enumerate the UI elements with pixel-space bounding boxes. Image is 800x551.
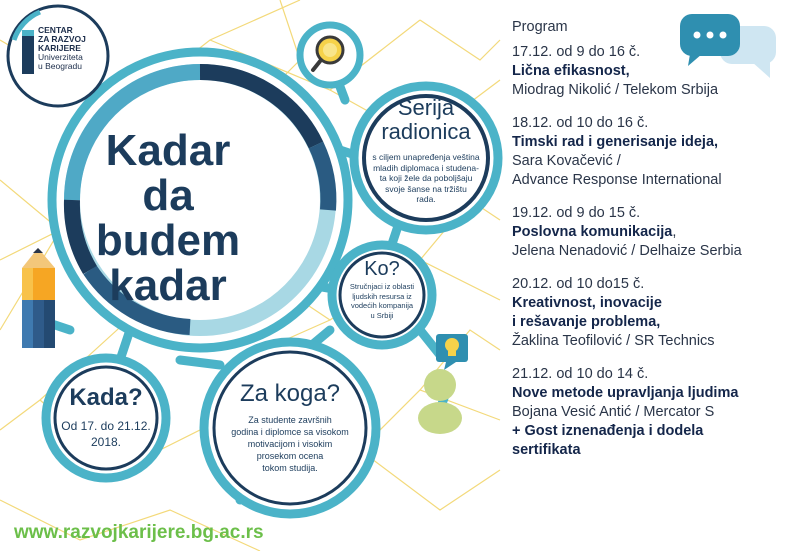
pencil-icon (22, 248, 55, 348)
ko-text-line: Stručnjaci iz oblasti (349, 282, 415, 291)
kada-text (50, 418, 162, 450)
ko-title: Ko? (364, 258, 400, 280)
session-speaker-company: Advance Response International (512, 172, 722, 188)
session-date: 21.12. od 10 do 14 č. (512, 366, 649, 382)
session-extra-line2: sertifikata (512, 442, 581, 458)
za-koga-text-line: tokom studija. (262, 463, 318, 473)
session-topic: Kreativnost, inovacije (512, 295, 662, 311)
za-koga-text-line: motivacijom i visokim (247, 439, 333, 449)
logo-line3: KARIJERE (38, 43, 81, 53)
program (512, 18, 797, 474)
logo-line4: Univerziteta (38, 52, 83, 62)
session-topic-suffix: , (672, 224, 677, 240)
logo-line5: u Beogradu (38, 61, 82, 71)
za-koga-text-line: godina i diplomce sa visokom (231, 427, 349, 437)
session-topic: Lična efikasnost, (512, 63, 630, 79)
serija-text-line: rada. (416, 194, 436, 204)
serija-text-line: svoje šanse na tržištu (385, 183, 467, 194)
ko-text (342, 282, 422, 320)
serija-text-line: mladih diplomaca i studena- (373, 162, 479, 173)
logo (38, 26, 86, 71)
session-topic: Timski rad i generisanje ideja, (512, 134, 719, 150)
main-title (68, 128, 268, 308)
logo-line1: CENTAR (38, 25, 73, 35)
magnifier-icon (300, 25, 360, 85)
za-koga-text (208, 414, 372, 474)
serija-title (366, 96, 486, 144)
ko-text-line: u Srbiji (370, 310, 394, 320)
ko-text-line: ljudskih resursa iz (352, 291, 412, 301)
session-speaker: Miodrag Nikolić / Telekom Srbija (512, 82, 719, 98)
session-5 (512, 365, 797, 460)
session-date: 18.12. od 10 do 16 č. (512, 115, 649, 131)
title-line1: Kadar (105, 126, 231, 175)
session-speaker: Žaklina Teofilović / SR Technics (512, 333, 715, 349)
serija-text-line: s ciljem unapređenja veština (372, 152, 480, 162)
session-speaker: Jelena Nenadović / Delhaize Serbia (512, 243, 742, 259)
session-3 (512, 204, 797, 261)
session-topic-line2: i rešavanje problema, (512, 314, 661, 330)
serija-text-line: ta koji žele da poboljšaju (379, 173, 473, 183)
za-koga-text-line: Za studente završnih (248, 415, 332, 425)
ko-text-line: vodećih kompanija (350, 301, 414, 310)
session-topic: Nove metode upravljanja ljudima (512, 385, 739, 401)
program-label: Program (512, 19, 568, 35)
website-url: www.razvojkarijere.bg.ac.rs (14, 522, 264, 543)
session-speaker: Bojana Vesić Antić / Mercator S (512, 404, 715, 420)
za-koga-title: Za koga? (239, 380, 341, 407)
session-4 (512, 275, 797, 351)
serija-text (356, 152, 496, 205)
logo-line2: ZA RAZVOJ (38, 34, 86, 44)
session-speaker: Sara Kovačević / (512, 153, 621, 169)
session-topic: Poslovna komunikacija (512, 224, 673, 240)
kada-dates: Od 17. do 21.12. (61, 419, 151, 433)
title-line2: da budem (95, 171, 241, 265)
session-extra: + Gost iznenađenja i dodela (512, 423, 704, 439)
kada-year: 2018. (90, 435, 122, 449)
serija-title-line1: Serija (397, 95, 455, 120)
session-date: 19.12. od 9 do 15 č. (512, 205, 641, 221)
session-date: 20.12. od 10 do15 č. (512, 276, 645, 292)
serija-title-line2: radionica (381, 119, 471, 144)
session-date: 17.12. od 9 do 16 č. (512, 44, 641, 60)
session-1 (512, 43, 797, 100)
title-line3: kadar (109, 261, 227, 310)
za-koga-text-line: prosekom ocena (256, 451, 324, 461)
session-2 (512, 114, 797, 190)
kada-title: Kada? (69, 384, 143, 411)
